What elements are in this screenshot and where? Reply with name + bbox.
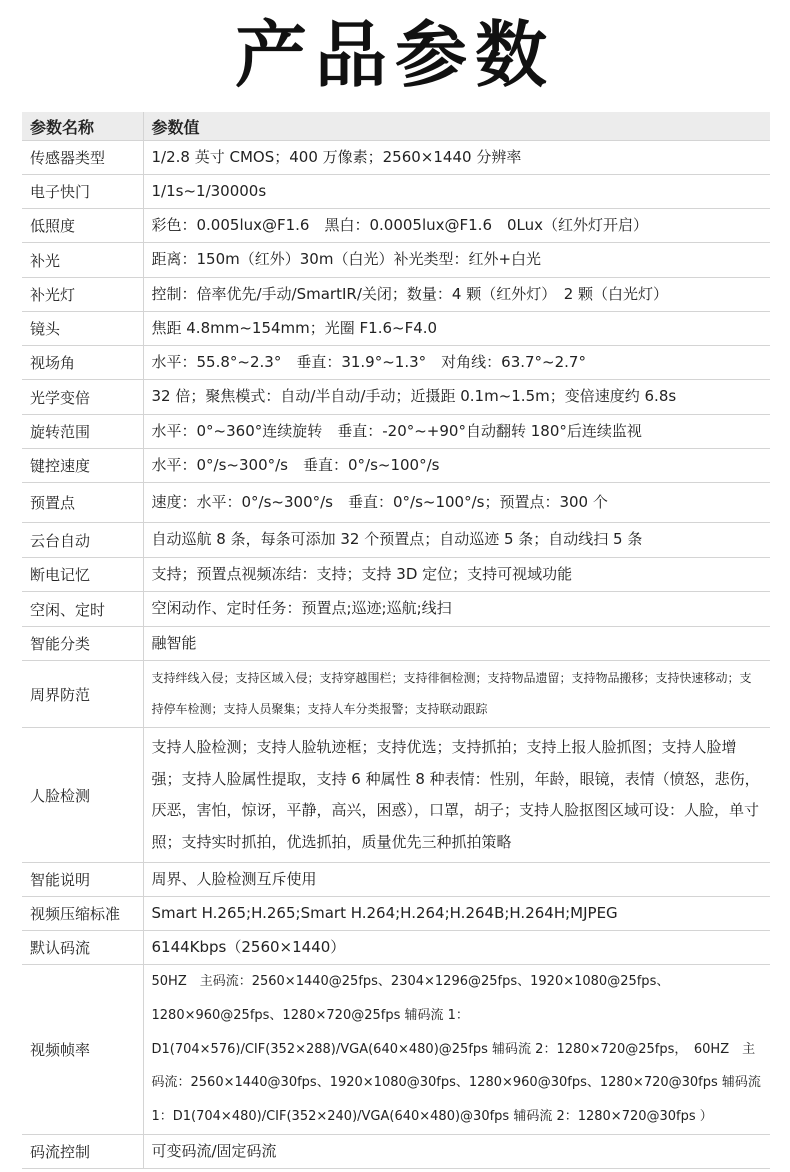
- table-row: [22, 897, 770, 931]
- table-row: [22, 661, 770, 728]
- table-row: [22, 278, 770, 312]
- param-name: 电子快门: [22, 175, 143, 209]
- param-name: 智能说明: [22, 863, 143, 897]
- table-row: [22, 449, 770, 483]
- param-name: 周界防范: [22, 661, 143, 728]
- header-param-name: 参数名称: [22, 112, 143, 141]
- page-title-area: [0, 0, 790, 110]
- table-row: [22, 175, 770, 209]
- table-row: [22, 1134, 770, 1168]
- table-row: [22, 965, 770, 1135]
- param-name: 码流控制: [22, 1134, 143, 1168]
- param-value: 支持绊线入侵；支持区域入侵；支持穿越围栏；支持徘徊检测；支持物品遗留；支持物品搬移；支持快速移动；支持停车检测；支持人员聚集；支持人车分类报警；支持联动跟踪: [143, 661, 770, 728]
- param-value: 控制：倍率优先/手动/SmartIR/关闭；数量：4 颗（红外灯） 2 颗（白光灯）: [143, 278, 770, 312]
- param-value: 距离：150m（红外）30m（白光）补光类型：红外+白光: [143, 243, 770, 278]
- param-value: 50HZ 主码流：2560×1440@25fps、2304×1296@25fps、1920×1080@25fps、1280×960@25fps、1280×720@25fps 辅码流 1：D1(704×576)/CIF(352×288)/VGA(640×480)@25fps 辅码流 2：1280×720@25fps， 60HZ 主码流：2560×1440@30fps、1920×1080@30fps、1280×960@30fps、1280×720@30fps 辅码流 1：D1(704×480)/CIF(352×240)/VGA(640×480)@30fps 辅码流 2：1280×720@30fps ）: [143, 965, 770, 1135]
- param-name: 云台自动: [22, 523, 143, 558]
- table-header-row: [22, 112, 770, 141]
- param-value: 水平：0°/s~300°/s 垂直：0°/s~100°/s: [143, 449, 770, 483]
- param-name: 补光灯: [22, 278, 143, 312]
- param-name: 人脸检测: [22, 728, 143, 863]
- table-row: [22, 592, 770, 627]
- param-name: 断电记忆: [22, 558, 143, 592]
- param-value: 融智能: [143, 627, 770, 661]
- param-value: 1/2.8 英寸 CMOS；400 万像素；2560×1440 分辨率: [143, 141, 770, 175]
- table-row: [22, 931, 770, 965]
- param-value: 6144Kbps（2560×1440）: [143, 931, 770, 965]
- param-value: 空闲动作、定时任务：预置点;巡迹;巡航;线扫: [143, 592, 770, 627]
- table-row: [22, 523, 770, 558]
- table-row: [22, 627, 770, 661]
- param-value: 水平：0°~360°连续旋转 垂直：-20°~+90°自动翻转 180°后连续监视: [143, 415, 770, 449]
- table-row: [22, 141, 770, 175]
- table-row: [22, 243, 770, 278]
- param-name: 镜头: [22, 312, 143, 346]
- param-name: 视频帧率: [22, 965, 143, 1135]
- table-row: [22, 209, 770, 243]
- param-value: 周界、人脸检测互斥使用: [143, 863, 770, 897]
- param-value: 彩色：0.005lux@F1.6 黑白：0.0005lux@F1.6 0Lux（红外灯开启）: [143, 209, 770, 243]
- param-name: 智能分类: [22, 627, 143, 661]
- param-name: 低照度: [22, 209, 143, 243]
- header-param-value: 参数值: [143, 112, 770, 141]
- param-value: 1/1s~1/30000s: [143, 175, 770, 209]
- param-name: 预置点: [22, 483, 143, 523]
- table-row: [22, 863, 770, 897]
- table-row: [22, 346, 770, 380]
- param-value: 水平：55.8°~2.3° 垂直：31.9°~1.3° 对角线：63.7°~2.7°: [143, 346, 770, 380]
- parameter-table: [22, 112, 770, 1169]
- param-value: Smart H.265;H.265;Smart H.264;H.264;H.264B;H.264H;MJPEG: [143, 897, 770, 931]
- table-row: [22, 312, 770, 346]
- param-value: 自动巡航 8 条，每条可添加 32 个预置点；自动巡迹 5 条；自动线扫 5 条: [143, 523, 770, 558]
- param-name: 旋转范围: [22, 415, 143, 449]
- param-name: 传感器类型: [22, 141, 143, 175]
- param-value: 可变码流/固定码流: [143, 1134, 770, 1168]
- param-name: 补光: [22, 243, 143, 278]
- table-row: [22, 415, 770, 449]
- param-value: 32 倍；聚焦模式：自动/半自动/手动；近摄距 0.1m~1.5m；变倍速度约 6.8s: [143, 380, 770, 415]
- param-name: 视场角: [22, 346, 143, 380]
- param-value: 支持人脸检测；支持人脸轨迹框；支持优选；支持抓拍；支持上报人脸抓图；支持人脸增强；支持人脸属性提取，支持 6 种属性 8 种表情：性别，年龄，眼镜，表情（愤怒，悲伤，厌恶，害怕，惊讶，平静，高兴，困惑），口罩，胡子；支持人脸抠图区域可设：人脸，单寸照；支持实时抓拍，优选抓拍，质量优先三种抓拍策略: [143, 728, 770, 863]
- param-name: 视频压缩标准: [22, 897, 143, 931]
- param-value: 速度：水平：0°/s~300°/s 垂直：0°/s~100°/s；预置点：300 个: [143, 483, 770, 523]
- table-row: [22, 558, 770, 592]
- param-value: 焦距 4.8mm~154mm；光圈 F1.6~F4.0: [143, 312, 770, 346]
- table-row: [22, 728, 770, 863]
- param-value: 支持；预置点视频冻结：支持；支持 3D 定位；支持可视域功能: [143, 558, 770, 592]
- table-row: [22, 380, 770, 415]
- table-row: [22, 483, 770, 523]
- page-title: 产品参数: [234, 13, 555, 97]
- param-name: 键控速度: [22, 449, 143, 483]
- param-name: 默认码流: [22, 931, 143, 965]
- param-name: 空闲、定时: [22, 592, 143, 627]
- param-name: 光学变倍: [22, 380, 143, 415]
